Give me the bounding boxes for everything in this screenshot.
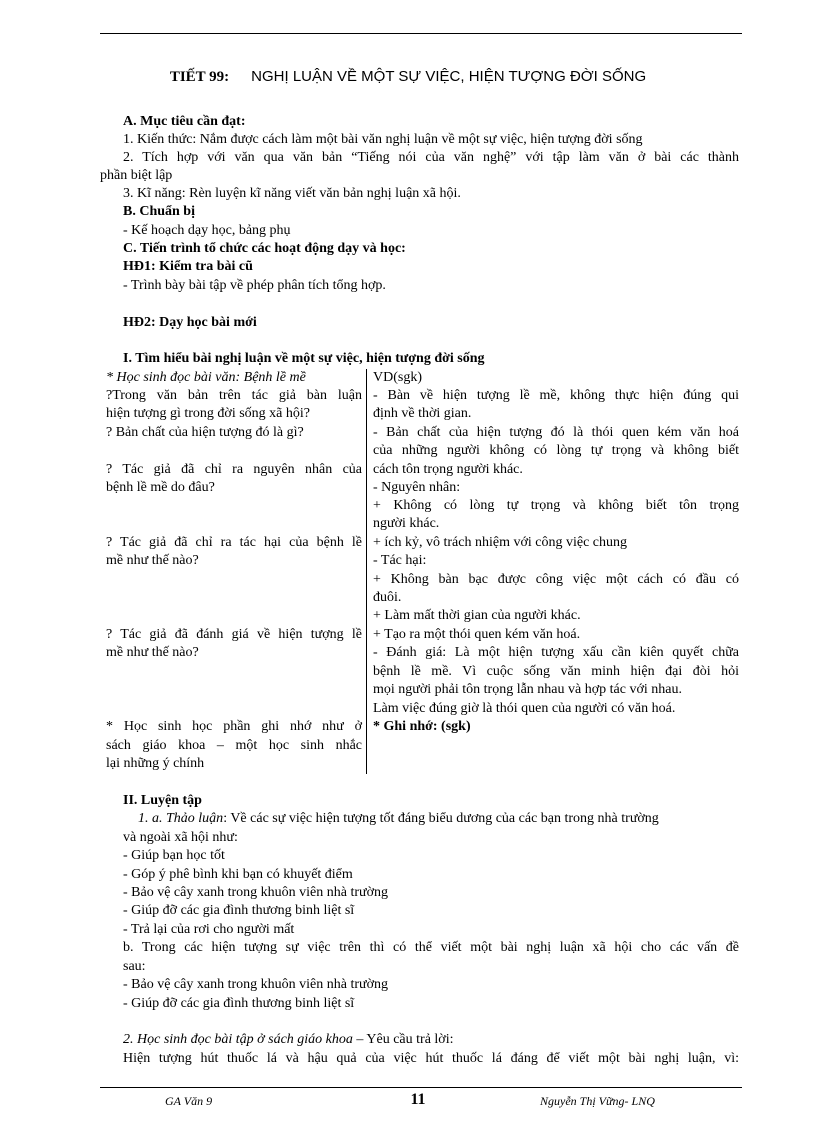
left-col-line: ? Tác giả đã đánh giá về hiện tượng lề	[106, 627, 362, 642]
right-col-line: * Ghi nhớ: (sgk)	[373, 719, 471, 734]
right-col-line: - Bàn về hiện tượng lề mề, không thực hiện đúng qui	[373, 388, 739, 403]
page-number: 11	[410, 1091, 426, 1108]
right-col-line: - Đánh giá: Là một hiện tượng xấu cần kiên quyết chữa	[373, 645, 739, 660]
right-col-line: - Tác hại:	[373, 553, 427, 568]
left-col-line: ? Tác giả đã chỉ ra nguyên nhân của	[106, 462, 362, 477]
right-col-line: - Nguyên nhân:	[373, 480, 461, 495]
practice-2-line2: Hiện tượng hút thuốc lá và hậu quả của việc hút thuốc lá đáng để viết một bài nghị luận, vì:	[123, 1051, 739, 1066]
left-col-line: lại những ý chính	[106, 756, 205, 771]
activity-1-heading: HĐ1: Kiểm tra bài cũ	[123, 259, 253, 274]
right-col-line: + ích kỷ, vô trách nhiệm với công việc chung	[373, 535, 628, 550]
right-col-line: định về thời gian.	[373, 406, 472, 421]
practice-item: - Trả lại của rơi cho người mất	[123, 922, 295, 937]
right-col-line: cách tôn trọng người khác.	[373, 462, 523, 477]
footer-left: GA Văn 9	[165, 1094, 213, 1108]
right-col-line: + Tạo ra một thói quen kém văn hoá.	[373, 627, 581, 642]
practice-2-text: – Yêu cầu trả lời:	[352, 1032, 454, 1047]
practice-1-text: : Về các sự việc hiện tượng tốt đáng biểu dương của các bạn trong nhà trường	[223, 811, 659, 826]
objective-3: 3. Kĩ năng: Rèn luyện kĩ năng viết văn bản nghị luận xã hội.	[123, 186, 461, 201]
practice-2-line1	[123, 1031, 453, 1049]
right-col-line: - Bản chất của hiện tượng đó là thói quen kém văn hoá	[373, 425, 739, 440]
practice-b-item: - Giúp đỡ các gia đình thương binh liệt sĩ	[123, 996, 355, 1011]
practice-item: - Giúp bạn học tốt	[123, 848, 225, 863]
left-col-line: ? Bản chất của hiện tượng đó là gì?	[106, 425, 304, 440]
practice-2-label: 2. Học sinh đọc bài tập ở sách giáo khoa	[123, 1032, 353, 1047]
section-b-heading: B. Chuẩn bị	[123, 204, 195, 219]
left-col-line: bệnh lề mề do đâu?	[106, 480, 215, 495]
practice-1-line1	[138, 810, 739, 828]
section-a-heading: A. Mục tiêu cần đạt:	[123, 114, 246, 129]
footer-rule	[100, 1087, 742, 1088]
lesson-topic: NGHỊ LUẬN VỀ MỘT SỰ VIỆC, HIỆN TƯỢNG ĐỜI SỐNG	[251, 68, 647, 85]
practice-b-line2: sau:	[123, 959, 146, 974]
practice-item: - Bảo vệ cây xanh trong khuôn viên nhà trường	[123, 885, 388, 900]
right-col-line: mọi người phải tôn trọng lẫn nhau và hợp tác với nhau.	[373, 682, 682, 697]
left-col-line: sách giáo khoa – một học sinh nhắc	[106, 738, 362, 753]
section-c-heading: C. Tiến trình tổ chức các hoạt động dạy và học:	[123, 241, 406, 256]
header-rule	[100, 33, 742, 34]
practice-b-item: - Bảo vệ cây xanh trong khuôn viên nhà trường	[123, 977, 388, 992]
left-col-line: ?Trong văn bản trên tác giả bàn luận	[106, 388, 362, 403]
preparation-item: - Kế hoạch dạy học, bảng phụ	[123, 223, 291, 238]
left-col-line: mề như thế nào?	[106, 553, 199, 568]
right-col-line: + Làm mất thời gian của người khác.	[373, 608, 581, 623]
activity-1-item: - Trình bày bài tập về phép phân tích tổng hợp.	[123, 278, 386, 293]
practice-b-line1: b. Trong các hiện tượng sự việc trên thì có thể viết một bài nghị luận xã hội cho các vấn đề	[123, 940, 739, 955]
left-col-line: ? Tác giả đã chỉ ra tác hại của bệnh lề	[106, 535, 362, 550]
practice-item: - Giúp đỡ các gia đình thương binh liệt sĩ	[123, 903, 355, 918]
left-col-line: hiện tượng gì trong đời sống xã hội?	[106, 406, 310, 421]
practice-1-label: 1. a. Thảo luận	[138, 811, 224, 826]
left-col-line: * Học sinh học phần ghi nhớ như ở	[106, 719, 362, 734]
footer-right: Nguyễn Thị Vững- LNQ	[540, 1094, 655, 1108]
left-col-line: * Học sinh đọc bài văn: Bệnh lề mề	[106, 370, 306, 385]
practice-item: - Góp ý phê bình khi bạn có khuyết điểm	[123, 867, 353, 882]
right-col-line: VD(sgk)	[373, 370, 422, 385]
column-divider	[366, 369, 367, 774]
objective-2-line2: phần biệt lập	[100, 168, 173, 183]
right-col-line: Làm việc đúng giờ là thói quen của người có văn hoá.	[373, 701, 676, 716]
left-col-line: mề như thế nào?	[106, 645, 199, 660]
right-col-line: đuôi.	[373, 590, 402, 605]
right-col-line: + Không bàn bạc được công việc một cách có đầu có	[373, 572, 739, 587]
activity-2-heading: HĐ2: Dạy học bài mới	[123, 315, 257, 330]
right-col-line: của những người không có lòng tự trọng và không biết	[373, 443, 739, 458]
objective-2-line1: 2. Tích hợp với văn qua văn bản “Tiếng nói của văn nghệ” với tập làm văn ở bài các thành	[123, 150, 739, 165]
right-col-line: + Không có lòng tự trọng và không biết tôn trọng	[373, 498, 739, 513]
section-2-heading: II. Luyện tập	[123, 793, 202, 808]
objective-1: 1. Kiến thức: Nắm được cách làm một bài văn nghị luận về một sự việc, hiện tượng đời sống	[123, 132, 643, 147]
practice-1-line2: và ngoài xã hội như:	[123, 830, 238, 845]
page-title	[0, 68, 816, 86]
section-1-heading: I. Tìm hiểu bài nghị luận về một sự việc, hiện tượng đời sống	[123, 351, 485, 366]
right-col-line: bệnh lề mề. Vì cuộc sống văn minh hiện đại đòi hỏi	[373, 664, 739, 679]
right-col-line: người khác.	[373, 516, 440, 531]
lesson-number: TIẾT 99:	[169, 69, 230, 85]
